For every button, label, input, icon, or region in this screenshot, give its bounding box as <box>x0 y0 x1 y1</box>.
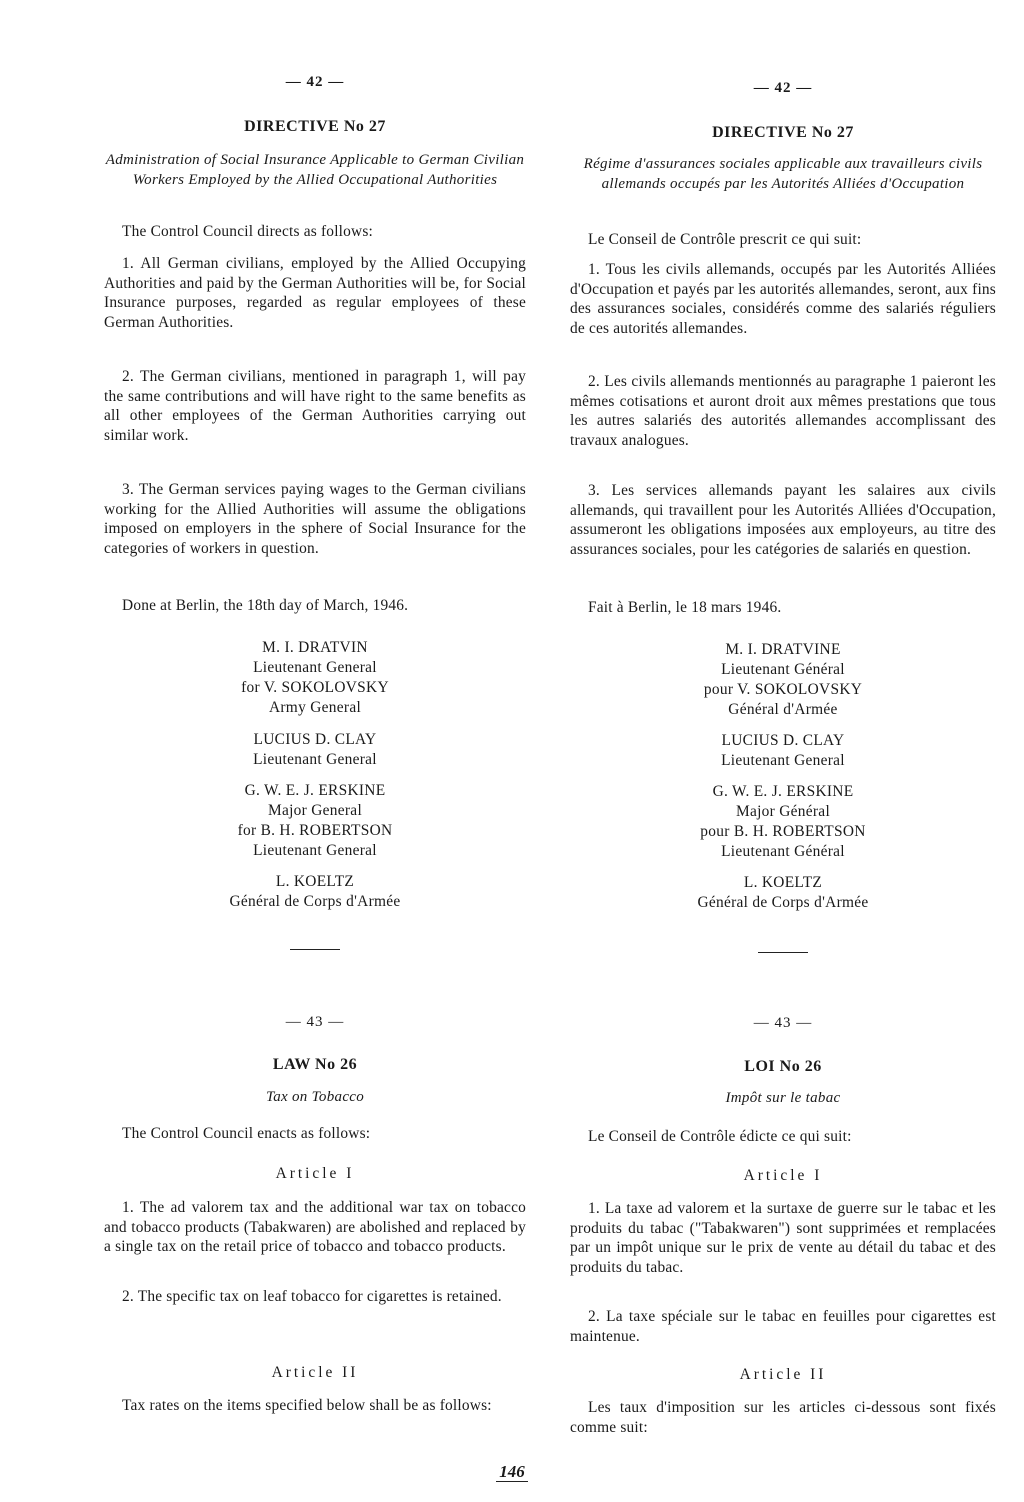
signatory-name: G. W. E. J. ERSKINE <box>244 782 386 799</box>
signatory-rank: Lieutenant General <box>253 659 377 676</box>
done-at-line: Done at Berlin, the 18th day of March, 1946. <box>122 597 409 614</box>
signatory-rank: Major Général <box>735 803 831 820</box>
paragraph-2: 2. Les civils allemands mentionnés au paragraphe 1 paieront les mêmes cotisations et auront droit aux mêmes prestations que tous les autres salariés des autorités allemandes accomplissant des travaux analogues. <box>570 373 996 449</box>
paragraph-1: 1. Tous les civils allemands, occupés par les Autorités Alliées d'Occupation et payés par les autorités allemandes, seront, aux fins des assurances sociales, considérés comme des salariés réguliers de ces autorités allemandes. <box>570 261 996 337</box>
signatory-name: M. I. DRATVIN <box>262 639 368 656</box>
section-divider <box>290 949 340 950</box>
law-title: LAW No 26 <box>272 1056 358 1073</box>
page-footer-number <box>0 1462 1024 1482</box>
signatory-rank: Général de Corps d'Armée <box>229 893 401 910</box>
intro-text: Le Conseil de Contrôle prescrit ce qui suit: <box>588 231 862 248</box>
intro-text: The Control Council directs as follows: <box>122 223 374 240</box>
signature-block-4 <box>570 873 996 913</box>
article-2-paragraph-1: Les taux d'imposition sur les articles ci-dessous sont fixés comme suit: <box>570 1399 996 1436</box>
paragraph-2: 2. The German civilians, mentioned in paragraph 1, will pay the same contributions and will have right to the same benefits as all other employees of the German Authorities carrying out similar work. <box>104 368 526 444</box>
signature-block-2 <box>570 731 996 771</box>
signatory-rank: Lieutenant Général <box>721 843 845 860</box>
done-at-line: Fait à Berlin, le 18 mars 1946. <box>588 599 782 616</box>
article-2-heading: Article II <box>739 1366 827 1383</box>
signature-block-1 <box>104 638 526 718</box>
article-2-paragraph-1: Tax rates on the items specified below shall be as follows: <box>122 1397 492 1414</box>
signatory-name: L. KOELTZ <box>743 874 823 891</box>
signatory-for: pour V. SOKOLOVSKY <box>703 681 863 698</box>
signatory-name: LUCIUS D. CLAY <box>253 731 377 748</box>
law-subtitle: Tax on Tobacco <box>265 1089 365 1105</box>
directive-title: DIRECTIVE No 27 <box>712 124 854 141</box>
article-1-heading: Article I <box>275 1165 355 1182</box>
section-divider <box>758 952 808 953</box>
signatory-rank: Général d'Armée <box>728 701 838 718</box>
law-intro: Le Conseil de Contrôle édicte ce qui suit: <box>588 1128 852 1145</box>
signatory-rank: Lieutenant General <box>253 842 377 859</box>
signatory-for: pour B. H. ROBERTSON <box>700 823 866 840</box>
article-1-heading: Article I <box>743 1167 823 1184</box>
paragraph-3: 3. Les services allemands payant les salaires aux civils allemands, qui travaillent pour les Autorités Alliées d'Occupation, assumeront les obligations imposées aux employeurs, au titre des assurances sociales, pour les catégories de salariés en question. <box>570 482 996 558</box>
signatory-name: G. W. E. J. ERSKINE <box>712 783 854 800</box>
law-intro: The Control Council enacts as follows: <box>122 1125 371 1142</box>
article-1-paragraph-2: 2. La taxe spéciale sur le tabac en feuilles pour cigarettes est maintenue. <box>570 1308 996 1345</box>
signatory-name: M. I. DRATVINE <box>725 641 841 658</box>
signatory-rank: Lieutenant Général <box>721 661 845 678</box>
paragraph-1: 1. All German civilians, employed by the Allied Occupying Authorities and paid by the German Authorities will be, for Social Insurance purposes, regarded as regular employees of these German Authorities. <box>104 255 526 331</box>
law-subtitle: Impôt sur le tabac <box>725 1090 841 1106</box>
signature-block-1 <box>570 640 996 720</box>
signatory-rank: Général de Corps d'Armée <box>697 894 869 911</box>
signatory-name: L. KOELTZ <box>275 873 355 890</box>
directive-title: DIRECTIVE No 27 <box>244 118 386 135</box>
signatory-rank: Army General <box>268 699 362 716</box>
page-number-top: — 42 — <box>753 80 813 96</box>
paragraph-3: 3. The German services paying wages to the German civilians working for the Allied Authorities will assume the obligations imposed on employers in the sphere of Social Insurance for the categories of workers in question. <box>104 481 526 557</box>
article-1-paragraph-2: 2. The specific tax on leaf tobacco for cigarettes is retained. <box>122 1288 502 1305</box>
law-title: LOI No 26 <box>744 1058 822 1075</box>
page-number-top: — 42 — <box>285 74 345 90</box>
page-number: 146 <box>496 1462 528 1482</box>
page-number-mid: — 43 — <box>753 1015 813 1031</box>
signatory-rank: Major General <box>267 802 363 819</box>
signature-block-2 <box>104 730 526 770</box>
signatory-rank: Lieutenant General <box>253 751 377 768</box>
signatory-for: for B. H. ROBERTSON <box>237 822 393 839</box>
directive-subtitle: Administration of Social Insurance Applicable to German Civilian Workers Employed by the Allied Occupational Authorities <box>105 152 525 188</box>
directive-subtitle: Régime d'assurances sociales applicable aux travailleurs civils allemands occupés par les Autorités Alliées d'Occupation <box>583 156 983 192</box>
signatory-name: LUCIUS D. CLAY <box>721 732 845 749</box>
article-1-paragraph-1: 1. La taxe ad valorem et la surtaxe de guerre sur le tabac et les produits du tabac ("Tabakwaren") sont supprimées et remplacées par un impôt unique sur le prix de vente au détail du tabac et des produits du tabac. <box>570 1200 996 1276</box>
article-1-paragraph-1: 1. The ad valorem tax and the additional war tax on tobacco and tobacco products (Tabakwaren) are abolished and replaced by a single tax on the retail price of tobacco and tobacco products. <box>104 1199 526 1255</box>
signature-block-4 <box>104 872 526 912</box>
page-number-mid: — 43 — <box>285 1014 345 1030</box>
signature-block-3 <box>570 782 996 862</box>
signatory-rank: Lieutenant General <box>721 752 845 769</box>
article-2-heading: Article II <box>271 1364 359 1381</box>
signature-block-3 <box>104 781 526 861</box>
signatory-for: for V. SOKOLOVSKY <box>241 679 389 696</box>
